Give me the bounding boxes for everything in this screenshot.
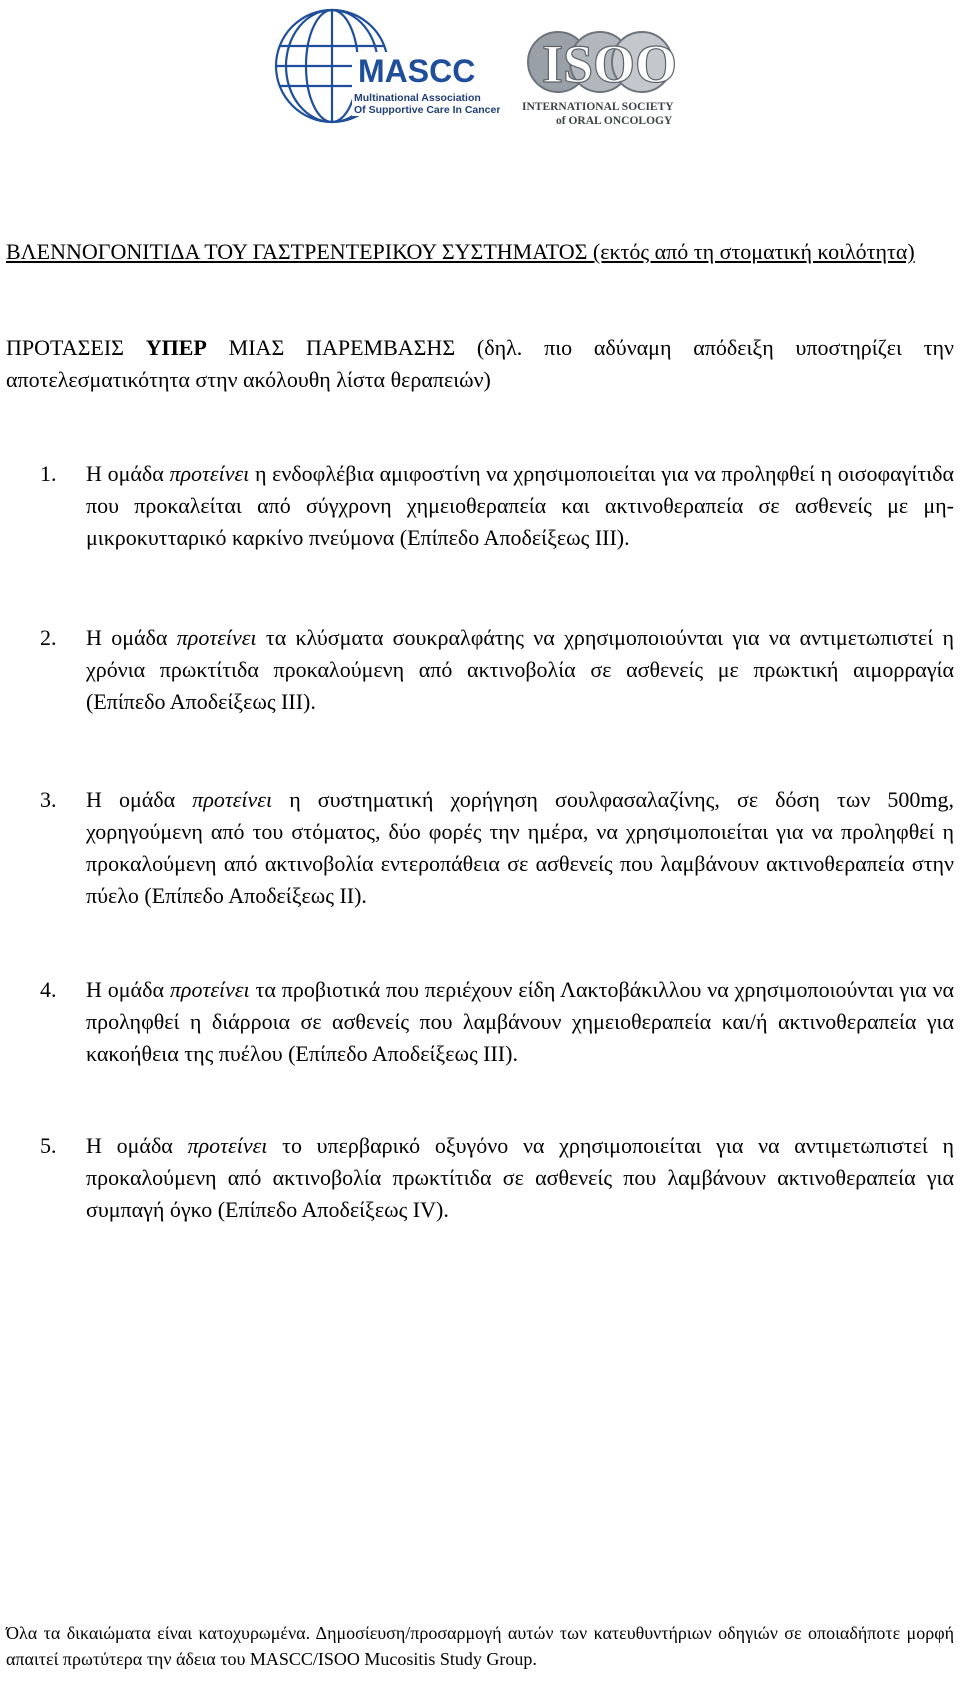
- recommendation-lead: Η ομάδα: [86, 625, 177, 650]
- intro-paragraph: [6, 332, 954, 396]
- recommendation-text: [86, 458, 954, 554]
- recommendation-number: 2.: [40, 625, 57, 650]
- recommendation-number: 4.: [40, 977, 57, 1002]
- recommendation-number: 3.: [40, 787, 57, 812]
- recommendation-lead: Η ομάδα: [86, 1133, 188, 1158]
- header-logos: [270, 4, 690, 134]
- recommendation-body: τα προβιοτικά που περιέχουν είδη Λακτοβάκιλλου να χρησιμοποιούνται για να προληφθεί η διάρροια σε ασθενείς που λαμβάνουν χημειοθεραπεία και/ή ακτινοθεραπεία για κακοήθεια της πυέλου (Επίπεδο Αποδείξεως ΙΙΙ).: [86, 977, 954, 1066]
- recommendation-number: 5.: [40, 1133, 57, 1158]
- recommendation-emphasis: προτείνει: [169, 461, 250, 486]
- recommendation-body: η ενδοφλέβια αμιφοστίνη να χρησιμοποιείται για να προληφθεί η οισοφαγίτιδα που προκαλείται από σύγχρονη χημειοθεραπεία και ακτινοθεραπεία σε ασθενείς με μη-μικροκυτταρικό καρκίνο πνεύμονα (Επίπεδο Αποδείξεως ΙΙΙ).: [86, 461, 955, 550]
- recommendation-number: 1.: [40, 461, 57, 486]
- recommendation-text: [86, 1130, 954, 1226]
- recommendation-emphasis: προτείνει: [169, 977, 250, 1002]
- recommendation-lead: Η ομάδα: [86, 787, 193, 812]
- isoo-logo-subtitle-1: INTERNATIONAL SOCIETY: [522, 101, 674, 113]
- intro-prefix: ΠΡΟΤΑΣΕΙΣ: [6, 335, 146, 360]
- recommendation-emphasis: προτείνει: [176, 625, 257, 650]
- section-heading: ΒΛΕΝΝΟΓΟΝΙΤΙΔΑ ΤΟΥ ΓΑΣΤΡΕΝΤΕΡΙΚΟΥ ΣΥΣΤΗΜΑΤΟΣ (εκτός από τη στοματική κοιλότητα): [6, 239, 915, 264]
- mascc-logo-subtitle-1: Multinational Association: [354, 92, 481, 104]
- recommendation-emphasis: προτείνει: [192, 787, 273, 812]
- recommendation-item: [40, 1130, 954, 1226]
- mascc-logo-text: MASCC: [358, 53, 476, 89]
- recommendation-item: [40, 458, 954, 554]
- recommendation-body: η συστηματική χορήγηση σουλφασαλαζίνης, σε δόση των 500mg, χορηγούμενη από του στόματος, δύο φορές την ημέρα, να χρησιμοποιείται για να προληφθεί η προκαλούμενη από ακτινοβολία εντεροπάθεια σε ασθενείς που λαμβάνουν ακτινοθεραπεία στην πύελο (Επίπεδο Αποδείξεως ΙΙ).: [86, 787, 954, 908]
- recommendation-text: [86, 784, 954, 912]
- recommendation-body: τα κλύσματα σουκραλφάτης να χρησιμοποιούνται για να αντιμετωπιστεί η χρόνια πρωκτίτιδα προκαλούμενη από ακτινοβολία σε ασθενείς με πρωκτική αιμορραγία (Επίπεδο Αποδείξεως ΙΙΙ).: [86, 625, 954, 714]
- recommendation-lead: Η ομάδα: [86, 461, 170, 486]
- recommendation-item: [40, 784, 954, 912]
- mascc-logo: [270, 4, 500, 134]
- isoo-logo-text: ISOO: [542, 34, 678, 94]
- recommendation-emphasis: προτείνει: [187, 1133, 268, 1158]
- intro-suffix: ΜΙΑΣ ΠΑΡΕΜΒΑΣΗΣ (δηλ. πιο αδύναμη απόδειξη υποστηρίζει την αποτελεσματικότητα στην ακόλουθη λίστα θεραπειών): [6, 335, 954, 392]
- mascc-logo-subtitle-2: Of Supportive Care In Cancer: [354, 104, 500, 116]
- recommendation-item: [40, 974, 954, 1070]
- intro-bold: ΥΠΕΡ: [145, 335, 207, 360]
- recommendation-lead: Η ομάδα: [86, 977, 170, 1002]
- recommendation-text: [86, 622, 954, 718]
- isoo-logo: [520, 24, 690, 134]
- copyright-footer: Όλα τα δικαιώματα είναι κατοχυρωμένα. Δημοσίευση/προσαρμογή αυτών των κατευθυντήριων οδηγιών σε οποιαδήποτε μορφή απαιτεί πρωτύτερα την άδεια του MASCC/ISOO Mucositis Study Group.: [6, 1623, 954, 1669]
- recommendation-item: [40, 622, 954, 718]
- recommendation-body: το υπερβαρικό οξυγόνο να χρησιμοποιείται για να αντιμετωπιστεί η προκαλούμενη από ακτινοβολία πρωκτίτιδα σε ασθενείς που λαμβάνουν ακτινοθεραπεία για συμπαγή όγκο (Επίπεδο Αποδείξεως IV).: [86, 1133, 954, 1222]
- isoo-logo-subtitle-2: of ORAL ONCOLOGY: [556, 115, 673, 127]
- recommendation-text: [86, 974, 954, 1070]
